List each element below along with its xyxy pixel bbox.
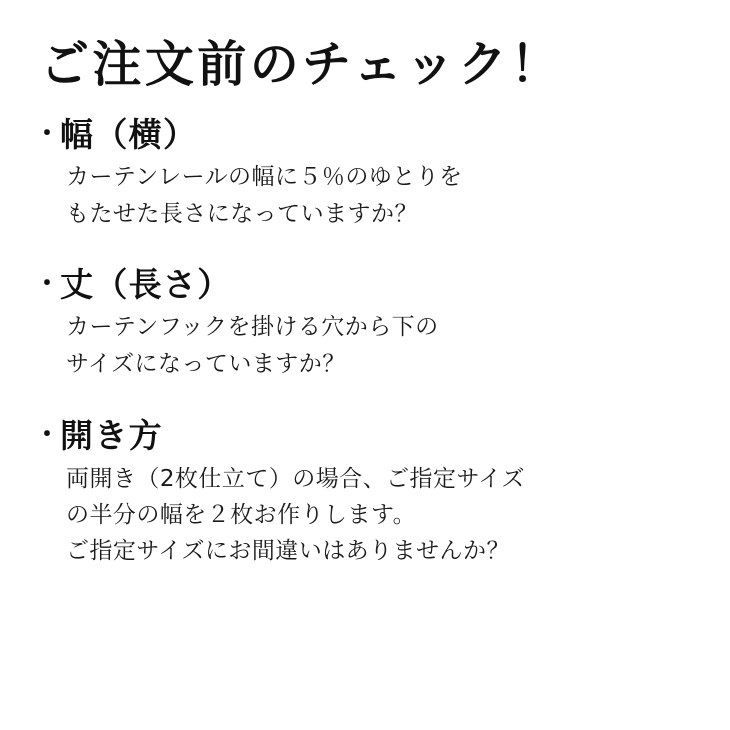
section-opening-style-title-text: 開き方: [60, 416, 163, 456]
section-width: [34, 114, 702, 234]
section-opening-style-title: [34, 415, 702, 456]
bullet-icon: ・: [34, 420, 62, 451]
page-title: ご注文前のチェック！: [40, 36, 563, 93]
section-length: [34, 264, 702, 384]
section-width-title-text: 幅（横）: [60, 114, 198, 154]
section-opening-style-body: [66, 461, 702, 570]
bullet-icon: ・: [34, 118, 62, 149]
section-length-title: [34, 264, 702, 305]
section-width-line-2: もたせた長さになっていますか？: [66, 201, 418, 228]
bullet-icon: ・: [34, 268, 62, 299]
section-width-title: [34, 114, 702, 155]
section-width-line-1: カーテンレールの幅に５％のゆとりを: [66, 164, 463, 191]
section-opening-style-line-1: 両開き（2枚仕立て）の場合、ご指定サイズ: [66, 465, 525, 492]
section-length-line-2: サイズになっていますか？: [66, 351, 346, 378]
section-width-body: [66, 159, 702, 234]
section-length-title-text: 丈（長さ）: [60, 264, 232, 304]
section-opening-style: [34, 415, 702, 569]
section-length-body: [66, 309, 702, 384]
section-length-line-1: カーテンフックを掛ける穴から下の: [66, 313, 439, 340]
section-opening-style-line-3: ご指定サイズにお間違いはありませんか？: [66, 538, 510, 565]
section-opening-style-line-2: の半分の幅を２枚お作りします。: [66, 501, 417, 528]
